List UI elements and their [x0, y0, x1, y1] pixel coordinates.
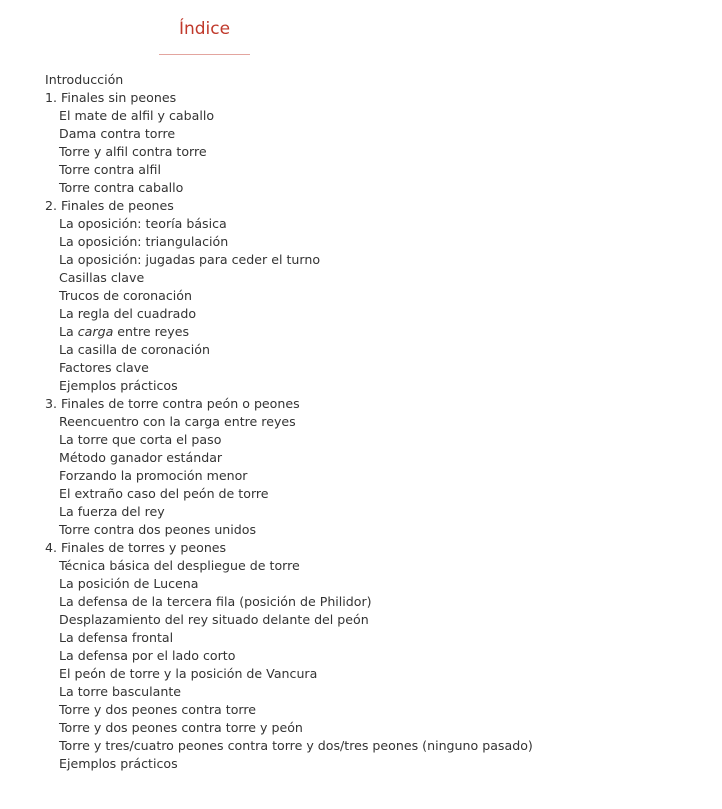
- toc-chapter[interactable]: Introducción: [45, 72, 124, 87]
- toc-section[interactable]: Ejemplos prácticos: [59, 378, 178, 393]
- toc-section[interactable]: La defensa por el lado corto: [59, 648, 236, 663]
- toc-section[interactable]: Torre contra dos peones unidos: [59, 522, 257, 537]
- toc-chapter[interactable]: 1. Finales sin peones: [45, 90, 177, 105]
- toc-section[interactable]: La torre basculante: [59, 684, 182, 699]
- toc-section[interactable]: La casilla de coronación: [59, 342, 210, 357]
- title-divider: [159, 54, 250, 55]
- toc-chapter[interactable]: 4. Finales de torres y peones: [45, 540, 227, 555]
- toc-text: entre reyes: [113, 324, 190, 339]
- toc-section[interactable]: La posición de Lucena: [59, 576, 199, 591]
- toc-emphasis: carga: [77, 324, 114, 339]
- toc-section[interactable]: El extraño caso del peón de torre: [59, 486, 269, 501]
- toc-section[interactable]: La oposición: triangulación: [59, 234, 229, 249]
- toc-section[interactable]: Torre y alfil contra torre: [59, 144, 207, 159]
- toc-section[interactable]: La oposición: jugadas para ceder el turno: [59, 252, 321, 267]
- toc-section[interactable]: Ejemplos prácticos: [59, 756, 178, 771]
- toc-section[interactable]: La regla del cuadrado: [59, 306, 197, 321]
- toc-section[interactable]: Trucos de coronación: [59, 288, 192, 303]
- toc-section[interactable]: Torre contra alfil: [59, 162, 161, 177]
- toc-section[interactable]: Torre y tres/cuatro peones contra torre y dos/tres peones (ninguno pasado): [59, 738, 533, 753]
- toc-section[interactable]: La defensa frontal: [59, 630, 174, 645]
- toc-section[interactable]: Método ganador estándar: [59, 450, 223, 465]
- toc-section[interactable]: La fuerza del rey: [59, 504, 165, 519]
- toc-section[interactable]: Torre contra caballo: [59, 180, 184, 195]
- toc-section[interactable]: Casillas clave: [59, 270, 145, 285]
- page-title: Índice: [178, 19, 231, 39]
- toc-section[interactable]: Torre y dos peones contra torre: [59, 702, 257, 717]
- toc-section[interactable]: La torre que corta el paso: [59, 432, 222, 447]
- toc-section[interactable]: El mate de alfil y caballo: [59, 108, 215, 123]
- toc-section[interactable]: Desplazamiento del rey situado delante del peón: [59, 612, 369, 627]
- toc-chapter[interactable]: 3. Finales de torre contra peón o peones: [45, 396, 300, 411]
- toc-section[interactable]: El peón de torre y la posición de Vancura: [59, 666, 318, 681]
- toc-chapter[interactable]: 2. Finales de peones: [45, 198, 174, 213]
- toc-section[interactable]: Torre y dos peones contra torre y peón: [59, 720, 303, 735]
- toc-section[interactable]: Dama contra torre: [59, 126, 176, 141]
- toc-section[interactable]: Técnica básica del despliegue de torre: [59, 558, 300, 573]
- toc-section[interactable]: La defensa de la tercera fila (posición de Philidor): [59, 594, 372, 609]
- toc-section[interactable]: Forzando la promoción menor: [59, 468, 248, 483]
- toc-text: La: [59, 324, 78, 339]
- toc-section[interactable]: Factores clave: [59, 360, 149, 375]
- table-of-contents: [45, 71, 712, 773]
- toc-section[interactable]: [45, 323, 712, 341]
- toc-section[interactable]: La oposición: teoría básica: [59, 216, 227, 231]
- toc-section[interactable]: Reencuentro con la carga entre reyes: [59, 414, 296, 429]
